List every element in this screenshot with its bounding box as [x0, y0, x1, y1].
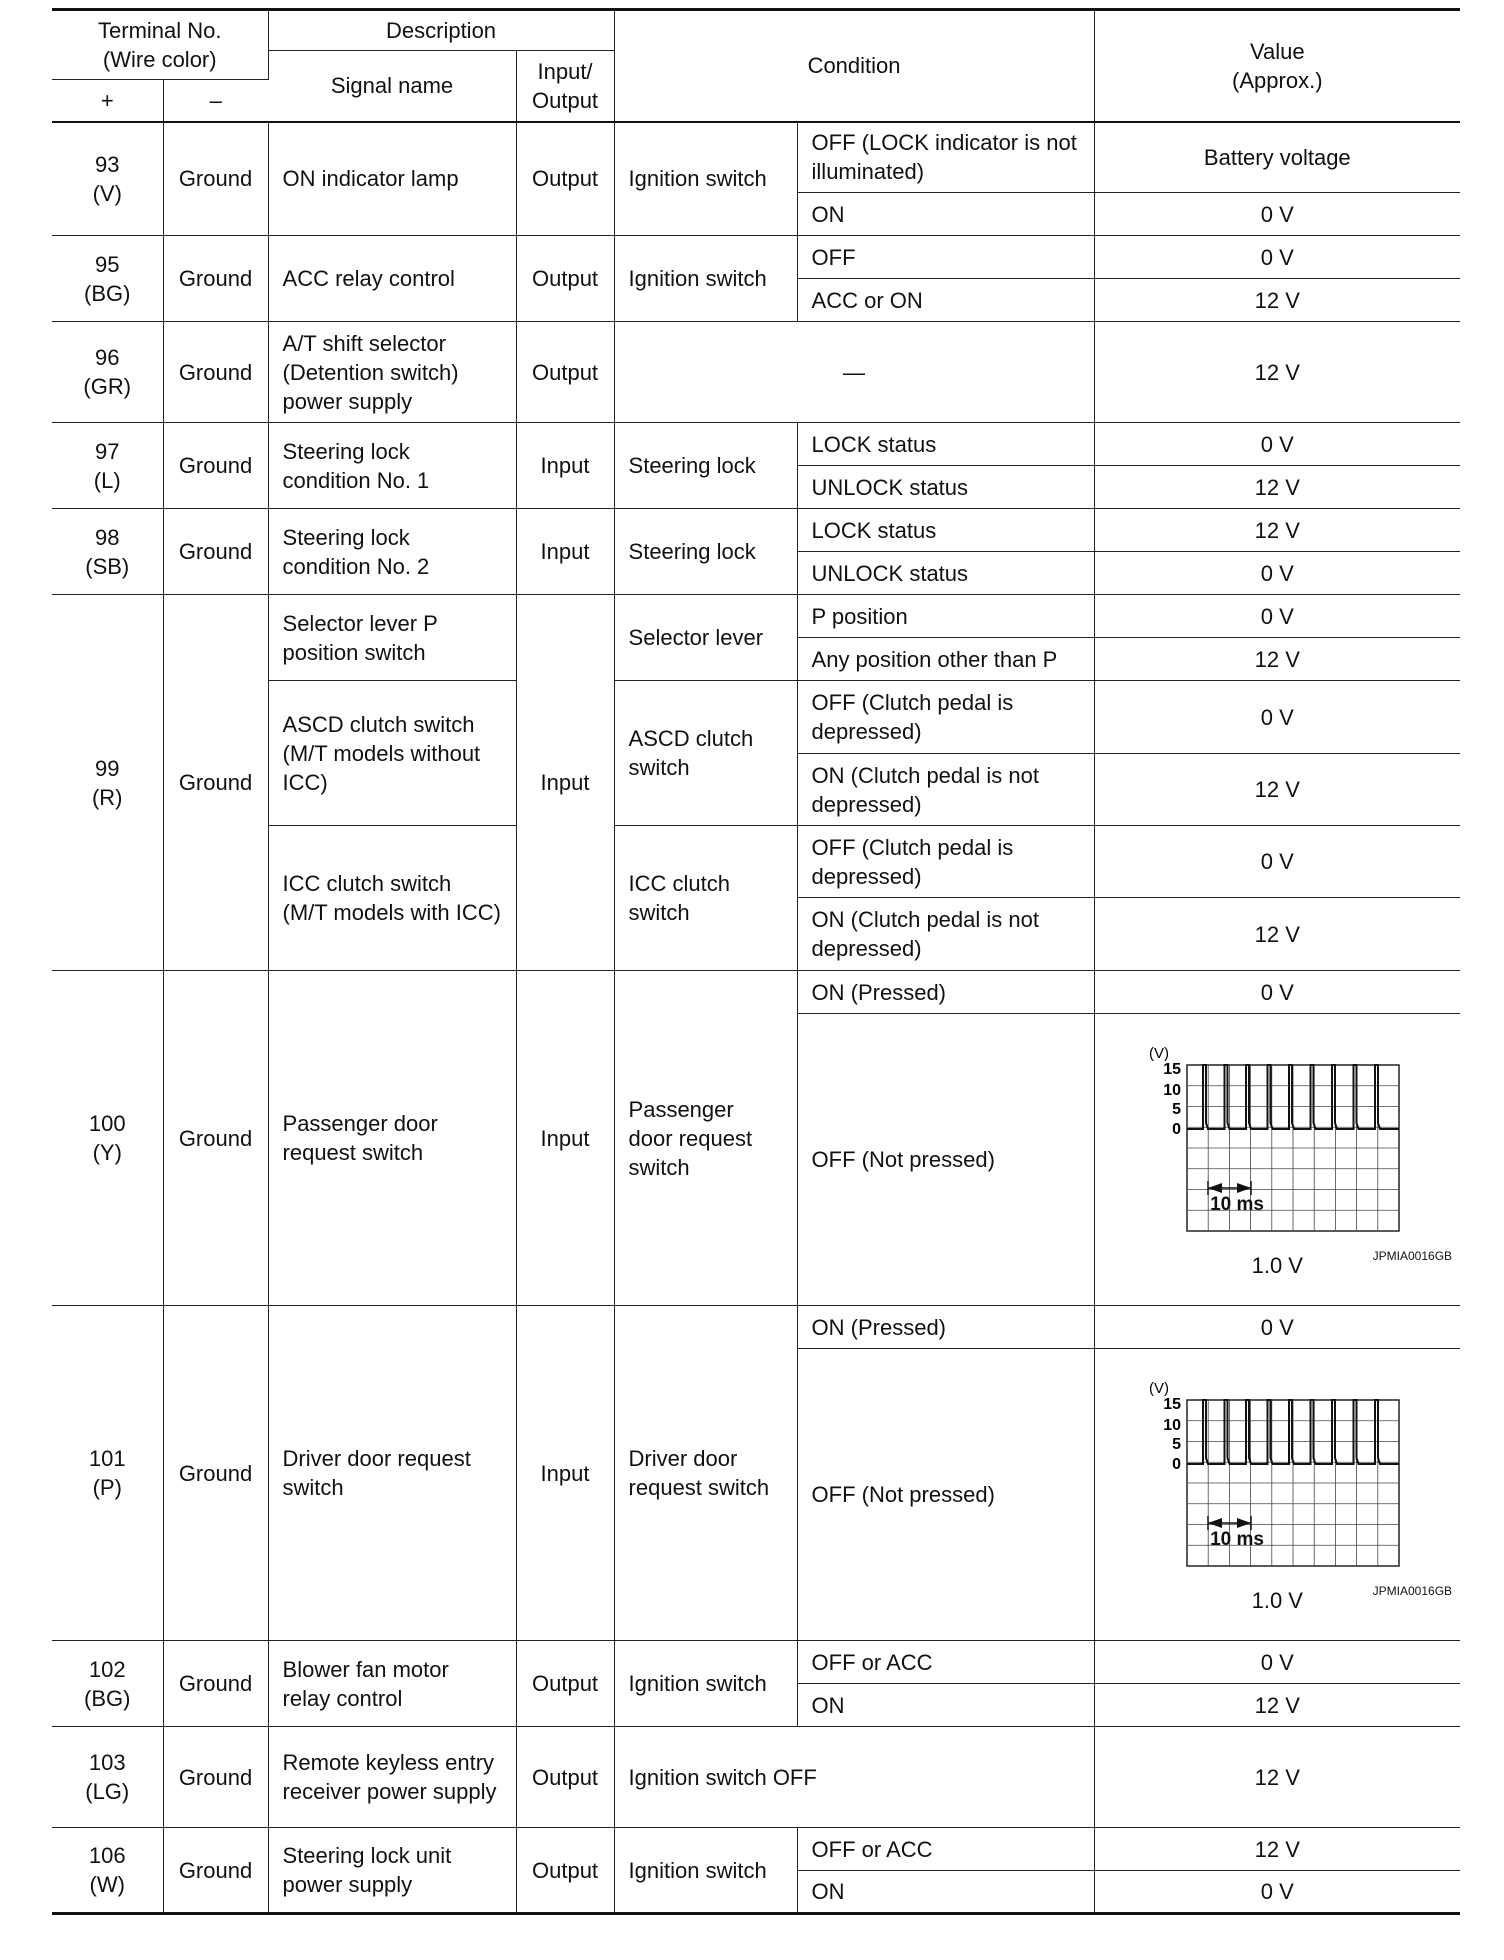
condition-cell: ASCD clutch switch — [614, 681, 797, 826]
value-cell: 1.0 V — [1251, 1588, 1303, 1613]
value-cell: 12 V — [1094, 509, 1460, 552]
ground-cell: Ground — [163, 1727, 268, 1828]
io-cell: Output — [516, 122, 614, 236]
value-cell: 12 V — [1094, 466, 1460, 509]
signal-name: Steering lock unit power supply — [268, 1828, 516, 1914]
state-cell: OFF (Not pressed) — [797, 1349, 1094, 1641]
axis-unit-label: (V) — [1149, 1380, 1170, 1397]
condition-cell: Ignition switch — [614, 1641, 797, 1727]
ground-cell: Ground — [163, 423, 268, 509]
value-cell: 12 V — [1094, 1828, 1460, 1871]
pulse-trace — [1187, 1400, 1399, 1464]
state-cell: ON — [797, 1871, 1094, 1914]
y-tick-label: 15 — [1163, 1061, 1182, 1078]
ground-cell: Ground — [163, 322, 268, 423]
terminal-103: 103 (LG) — [52, 1727, 163, 1828]
signal-name: Driver door request switch — [268, 1306, 516, 1641]
signal-name: ON indicator lamp — [268, 122, 516, 236]
state-cell: UNLOCK status — [797, 466, 1094, 509]
arrow-left-icon — [1237, 1183, 1251, 1193]
value-cell: 12 V — [1094, 638, 1460, 681]
table-row — [52, 1727, 1460, 1828]
header-condition: Condition — [614, 10, 1094, 122]
table-row — [52, 122, 1460, 193]
waveform-cell — [1094, 1014, 1460, 1306]
value-cell: 0 V — [1094, 552, 1460, 595]
condition-cell: Steering lock — [614, 509, 797, 595]
value-cell: 12 V — [1094, 1684, 1460, 1727]
state-cell: OFF (LOCK indicator is not illuminated) — [797, 122, 1094, 193]
io-cell: Output — [516, 322, 614, 423]
waveform-graph — [1147, 1380, 1407, 1570]
value-cell: Battery voltage — [1094, 122, 1460, 193]
signal-name: Steering lock condition No. 2 — [268, 509, 516, 595]
ground-cell: Ground — [163, 595, 268, 971]
terminal-106: 106 (W) — [52, 1828, 163, 1914]
state-cell: OFF — [797, 236, 1094, 279]
state-cell: ACC or ON — [797, 279, 1094, 322]
ground-cell: Ground — [163, 236, 268, 322]
value-cell: 12 V — [1094, 279, 1460, 322]
signal-name: Steering lock condition No. 1 — [268, 423, 516, 509]
ground-cell: Ground — [163, 1828, 268, 1914]
state-cell: ON (Pressed) — [797, 971, 1094, 1014]
state-cell: UNLOCK status — [797, 552, 1094, 595]
table-row — [52, 971, 1460, 1014]
header-signal-name: Signal name — [268, 51, 516, 122]
y-tick-label: 10 — [1163, 1082, 1182, 1099]
signal-name: ACC relay control — [268, 236, 516, 322]
io-cell: Output — [516, 1828, 614, 1914]
terminal-98: 98 (SB) — [52, 509, 163, 595]
condition-cell: ICC clutch switch — [614, 826, 797, 971]
condition-cell: Ignition switch — [614, 236, 797, 322]
state-cell: ON (Clutch pedal is not depressed) — [797, 898, 1094, 971]
io-cell: Input — [516, 423, 614, 509]
ground-cell: Ground — [163, 971, 268, 1306]
terminal-96: 96 (GR) — [52, 322, 163, 423]
y-tick-label: 15 — [1163, 1396, 1182, 1413]
table-row — [52, 423, 1460, 466]
table-row — [52, 1641, 1460, 1684]
condition-cell: Selector lever — [614, 595, 797, 681]
ground-cell: Ground — [163, 1306, 268, 1641]
signal-name: ICC clutch switch (M/T models with ICC) — [268, 826, 516, 971]
header-terminal: Terminal No. (Wire color) — [52, 10, 268, 80]
condition-cell: Ignition switch — [614, 1828, 797, 1914]
header-minus: – — [163, 80, 268, 122]
io-cell: Output — [516, 1641, 614, 1727]
condition-cell: Passenger door request switch — [614, 971, 797, 1306]
io-cell: Input — [516, 509, 614, 595]
terminal-table — [52, 8, 1460, 1915]
io-cell: Output — [516, 236, 614, 322]
table-row — [52, 236, 1460, 279]
header-plus: + — [52, 80, 163, 122]
terminal-100: 100 (Y) — [52, 971, 163, 1306]
condition-cell: Driver door request switch — [614, 1306, 797, 1641]
io-cell: Output — [516, 1727, 614, 1828]
terminal-table-sheet — [52, 8, 1460, 1915]
state-cell: ON (Pressed) — [797, 1306, 1094, 1349]
header-io: Input/ Output — [516, 51, 614, 122]
ground-cell: Ground — [163, 1641, 268, 1727]
value-cell: 0 V — [1094, 595, 1460, 638]
terminal-102: 102 (BG) — [52, 1641, 163, 1727]
state-cell: LOCK status — [797, 423, 1094, 466]
io-cell: Input — [516, 1306, 614, 1641]
terminal-99: 99 (R) — [52, 595, 163, 971]
state-cell: LOCK status — [797, 509, 1094, 552]
state-cell: P position — [797, 595, 1094, 638]
state-cell: OFF (Clutch pedal is depressed) — [797, 681, 1094, 754]
value-cell: 0 V — [1094, 1641, 1460, 1684]
condition-cell: — — [614, 322, 1094, 423]
header-value: Value (Approx.) — [1094, 10, 1460, 122]
signal-name: Blower fan motor relay control — [268, 1641, 516, 1727]
ground-cell: Ground — [163, 509, 268, 595]
y-tick-label: 0 — [1172, 1456, 1182, 1473]
table-row — [52, 1306, 1460, 1349]
y-tick-label: 10 — [1163, 1417, 1182, 1434]
io-cell: Input — [516, 971, 614, 1306]
value-cell: 0 V — [1094, 1306, 1460, 1349]
io-cell: Input — [516, 595, 614, 971]
condition-cell: Ignition switch OFF — [614, 1727, 1094, 1828]
state-cell: OFF or ACC — [797, 1641, 1094, 1684]
condition-cell: Steering lock — [614, 423, 797, 509]
state-cell: OFF (Clutch pedal is depressed) — [797, 826, 1094, 898]
condition-cell: Ignition switch — [614, 122, 797, 236]
value-cell: 0 V — [1094, 681, 1460, 754]
terminal-97: 97 (L) — [52, 423, 163, 509]
figure-code: JPMIA0016GB — [1372, 1584, 1453, 1598]
waveform-cell — [1094, 1349, 1460, 1641]
signal-name: Remote keyless entry receiver power supply — [268, 1727, 516, 1828]
signal-name: ASCD clutch switch (M/T models without ICC) — [268, 681, 516, 826]
signal-name: A/T shift selector (Detention switch) power supply — [268, 322, 516, 423]
waveform-graph — [1147, 1045, 1407, 1235]
state-cell: OFF or ACC — [797, 1828, 1094, 1871]
value-cell: 0 V — [1094, 193, 1460, 236]
value-cell: 12 V — [1094, 754, 1460, 826]
table-row — [52, 322, 1460, 423]
value-cell: 0 V — [1094, 971, 1460, 1014]
value-cell: 12 V — [1094, 322, 1460, 423]
signal-name: Selector lever P position switch — [268, 595, 516, 681]
table-row — [52, 509, 1460, 552]
y-tick-label: 5 — [1172, 1101, 1182, 1118]
header-description: Description — [268, 10, 614, 51]
figure-code: JPMIA0016GB — [1372, 1249, 1453, 1263]
time-scale-label: 10 ms — [1210, 1529, 1265, 1550]
value-cell: 0 V — [1094, 1871, 1460, 1914]
value-cell: 0 V — [1094, 236, 1460, 279]
value-cell: 12 V — [1094, 898, 1460, 971]
time-scale-label: 10 ms — [1210, 1194, 1265, 1215]
terminal-101: 101 (P) — [52, 1306, 163, 1641]
arrow-right-icon — [1208, 1183, 1222, 1193]
terminal-95: 95 (BG) — [52, 236, 163, 322]
signal-name: Passenger door request switch — [268, 971, 516, 1306]
value-cell: 12 V — [1094, 1727, 1460, 1828]
arrow-right-icon — [1208, 1518, 1222, 1528]
state-cell: Any position other than P — [797, 638, 1094, 681]
state-cell: ON — [797, 1684, 1094, 1727]
state-cell: ON (Clutch pedal is not depressed) — [797, 754, 1094, 826]
pulse-trace — [1187, 1065, 1399, 1129]
value-cell: 1.0 V — [1251, 1253, 1303, 1278]
arrow-left-icon — [1237, 1518, 1251, 1528]
state-cell: OFF (Not pressed) — [797, 1014, 1094, 1306]
terminal-93: 93 (V) — [52, 122, 163, 236]
y-tick-label: 0 — [1172, 1121, 1182, 1138]
value-cell: 0 V — [1094, 423, 1460, 466]
table-row — [52, 1828, 1460, 1871]
y-tick-label: 5 — [1172, 1436, 1182, 1453]
table-row — [52, 595, 1460, 638]
ground-cell: Ground — [163, 122, 268, 236]
value-cell: 0 V — [1094, 826, 1460, 898]
axis-unit-label: (V) — [1149, 1045, 1170, 1062]
state-cell: ON — [797, 193, 1094, 236]
